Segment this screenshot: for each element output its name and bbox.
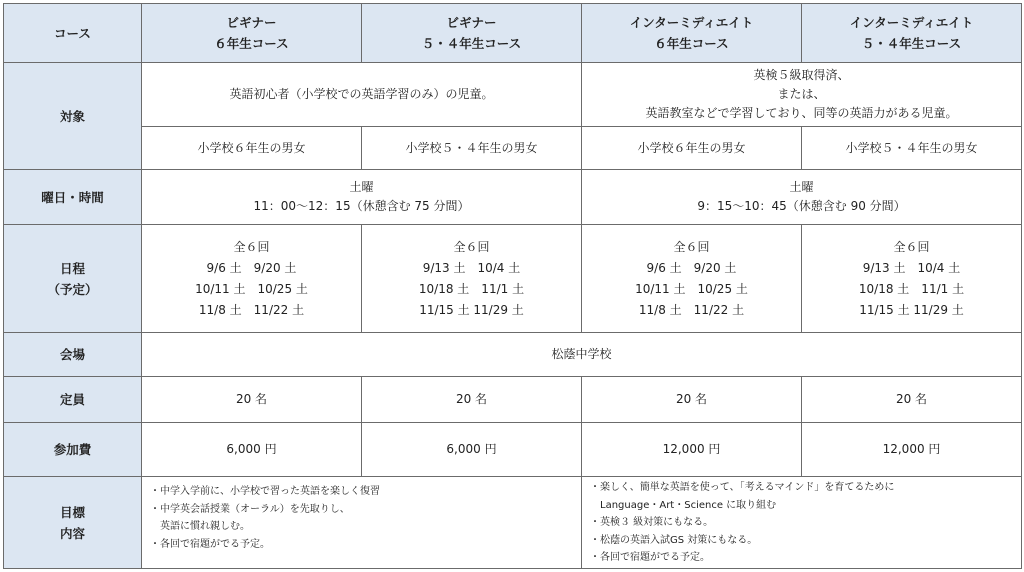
dates-col-3: 全６回 9/6 土 9/20 土 10/11 土 10/25 土 11/8 土 11/22 土 <box>582 225 802 333</box>
capacity-label: 定員 <box>4 377 142 423</box>
target-row-desc <box>4 63 1022 127</box>
dates-col-1: 全６回 9/6 土 9/20 土 10/11 土 10/25 土 11/8 土 11/22 土 <box>142 225 362 333</box>
capacity-col-3: 20 名 <box>582 377 802 423</box>
target-grade-2: 小学校５・４年生の男女 <box>362 127 582 170</box>
dates-row <box>4 225 1022 333</box>
fee-row <box>4 423 1022 477</box>
venue-row <box>4 333 1022 377</box>
dates-col-4: 全６回 9/13 土 10/4 土 10/18 土 11/1 土 11/15 土 11/29 土 <box>802 225 1022 333</box>
schedule-time-label: 曜日・時間 <box>4 170 142 225</box>
schedule-time-row <box>4 170 1022 225</box>
schedule-time-beginner: 土曜 11：00～12：15（休憩含む 75 分間） <box>142 170 582 225</box>
goals-label: 目標 内容 <box>4 477 142 569</box>
fee-label: 参加費 <box>4 423 142 477</box>
capacity-col-1: 20 名 <box>142 377 362 423</box>
header-beginner-6: ビギナー ６年生コース <box>142 4 362 63</box>
venue-label: 会場 <box>4 333 142 377</box>
course-table <box>3 3 1022 569</box>
header-beginner-54: ビギナー ５・４年生コース <box>362 4 582 63</box>
schedule-time-intermediate: 土曜 9：15～10：45（休憩含む 90 分間） <box>582 170 1022 225</box>
target-grade-1: 小学校６年生の男女 <box>142 127 362 170</box>
target-grade-4: 小学校５・４年生の男女 <box>802 127 1022 170</box>
target-label: 対象 <box>4 63 142 170</box>
goals-row <box>4 477 1022 569</box>
target-row-grades <box>4 127 1022 170</box>
course-header-label: コース <box>4 4 142 63</box>
capacity-col-2: 20 名 <box>362 377 582 423</box>
fee-col-1: 6,000 円 <box>142 423 362 477</box>
dates-label: 日程 （予定） <box>4 225 142 333</box>
venue-value: 松蔭中学校 <box>142 333 1022 377</box>
capacity-col-4: 20 名 <box>802 377 1022 423</box>
fee-col-3: 12,000 円 <box>582 423 802 477</box>
dates-col-2: 全６回 9/13 土 10/4 土 10/18 土 11/1 土 11/15 土 11/29 土 <box>362 225 582 333</box>
fee-col-2: 6,000 円 <box>362 423 582 477</box>
header-row <box>4 4 1022 63</box>
header-intermediate-54: インターミディエイト ５・４年生コース <box>802 4 1022 63</box>
goals-intermediate: ・楽しく、簡単な英語を使って、「考えるマインド」を育てるために Language・Art・Science に取り組む ・英検３ 級対策にもなる。 ・松蔭の英語入試GS 対策にもなる。 ・各回で宿題がでる予定。 <box>582 477 1022 569</box>
fee-col-4: 12,000 円 <box>802 423 1022 477</box>
goals-beginner: ・中学入学前に、小学校で習った英語を楽しく復習 ・中学英会話授業（オーラル）を先取りし、 英語に慣れ親しむ。 ・各回で宿題がでる予定。 <box>142 477 582 569</box>
target-beginner-desc: 英語初心者（小学校での英語学習のみ）の児童。 <box>142 63 582 127</box>
header-intermediate-6: インターミディエイト ６年生コース <box>582 4 802 63</box>
capacity-row <box>4 377 1022 423</box>
target-grade-3: 小学校６年生の男女 <box>582 127 802 170</box>
target-intermediate-desc: 英検５級取得済、 または、 英語教室などで学習しており、同等の英語力がある児童。 <box>582 63 1022 127</box>
